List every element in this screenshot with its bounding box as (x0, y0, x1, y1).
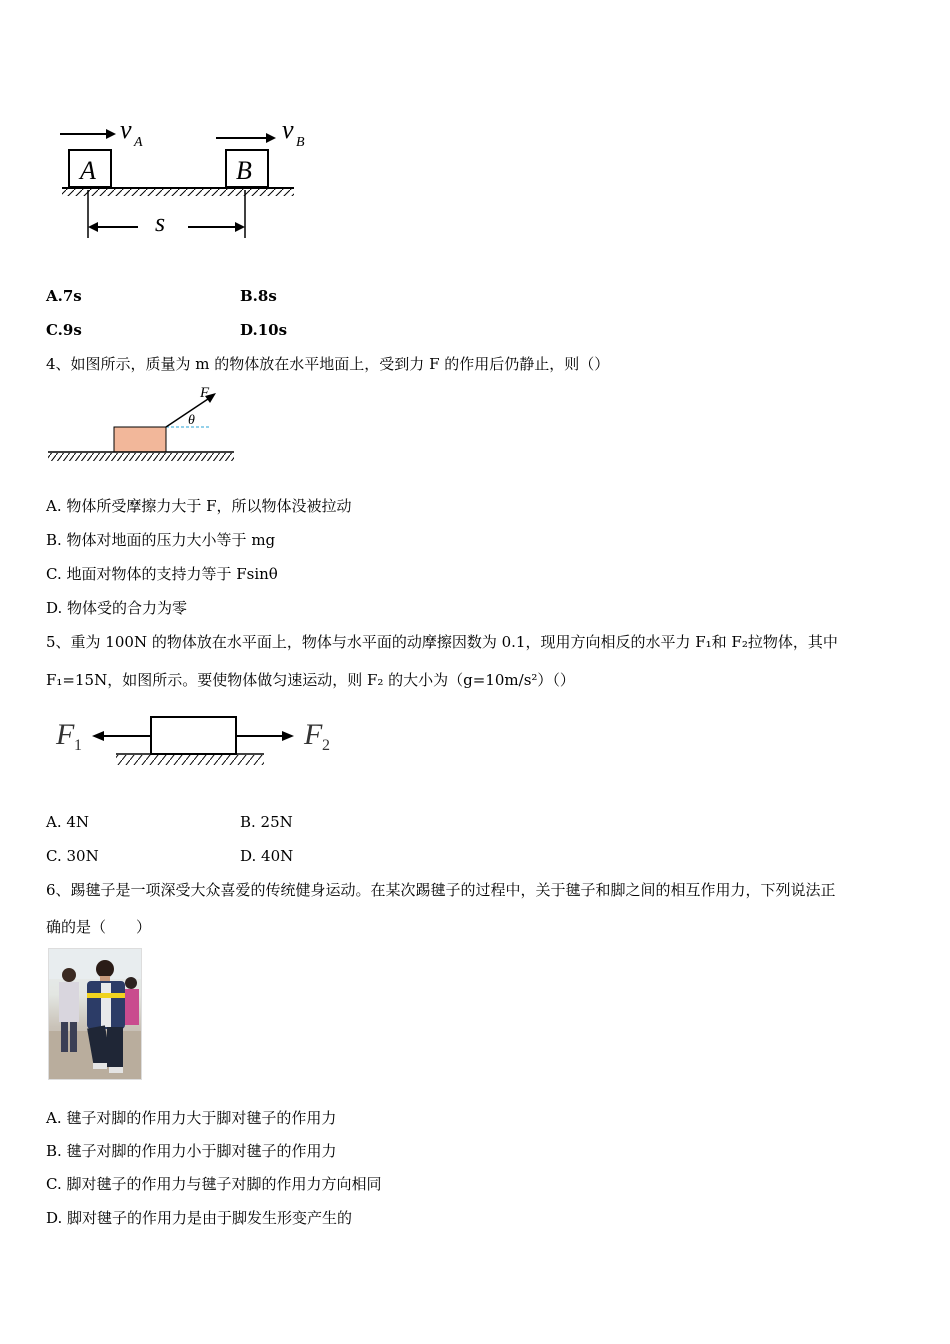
q4-stem: 4、如图所示，质量为 m 的物体放在水平地面上，受到力 F 的作用后仍静止，则（） (46, 355, 610, 373)
q6-option-a: A. 毽子对脚的作用力大于脚对毽子的作用力 (46, 1109, 337, 1127)
q3-option-b: B.8s (240, 287, 277, 305)
block-a-label: A (80, 156, 96, 185)
q3-option-a: A.7s (46, 287, 82, 305)
q6-option-d: D. 脚对毽子的作用力是由于脚发生形变产生的 (46, 1209, 353, 1227)
f1-sub: 1 (74, 737, 82, 754)
vb-label: v (282, 115, 294, 144)
figure-incline-force (44, 383, 239, 463)
photo-shuttlecock-kicking (48, 948, 142, 1080)
q5-stem-line2: F₁=15N，如图所示。要使物体做匀速运动，则 F₂ 的大小为（g=10m/s²）（） (46, 671, 575, 689)
figure-blocks-ab (50, 110, 320, 245)
force-label: F (200, 385, 210, 401)
q6-option-b: B. 毽子对脚的作用力小于脚对毽子的作用力 (46, 1142, 337, 1160)
q6-option-c: C. 脚对毽子的作用力与毽子对脚的作用力方向相同 (46, 1175, 382, 1193)
q5-option-c: C. 30N (46, 847, 99, 865)
f2-sub: 2 (322, 737, 330, 754)
f2-label: F (304, 718, 323, 751)
q5-stem-line1: 5、重为 100N 的物体放在水平面上，物体与水平面的动摩擦因数为 0.1，现用方向相反的水平力 F₁和 F₂拉物体，其中 (46, 633, 838, 651)
va-sub: A (134, 135, 143, 150)
block-m (114, 427, 166, 452)
q6-stem-line2: 确的是（ ） (46, 918, 152, 936)
q4-option-b: B. 物体对地面的压力大小等于 mg (46, 531, 276, 549)
block-b-label: B (236, 156, 252, 185)
q3-option-d: D.10s (240, 321, 288, 339)
q4-option-a: A. 物体所受摩擦力大于 F，所以物体没被拉动 (46, 497, 352, 515)
q4-option-c: C. 地面对物体的支持力等于 Fsinθ (46, 565, 278, 583)
angle-label: θ (188, 413, 195, 428)
q4-option-d: D. 物体受的合力为零 (46, 599, 188, 617)
distance-label: s (155, 208, 166, 237)
figure-two-forces (50, 710, 340, 775)
f1-label: F (56, 718, 75, 751)
q5-option-a: A. 4N (46, 813, 90, 831)
q5-option-d: D. 40N (240, 847, 294, 865)
q3-option-c: C.9s (46, 321, 82, 339)
q6-stem-line1: 6、踢毽子是一项深受大众喜爱的传统健身运动。在某次踢毽子的过程中，关于毽子和脚之间的相互作用力，下列说法正 (46, 881, 836, 899)
block-center (151, 717, 236, 754)
q5-option-b: B. 25N (240, 813, 293, 831)
vb-sub: B (296, 135, 305, 150)
va-label: v (120, 115, 132, 144)
